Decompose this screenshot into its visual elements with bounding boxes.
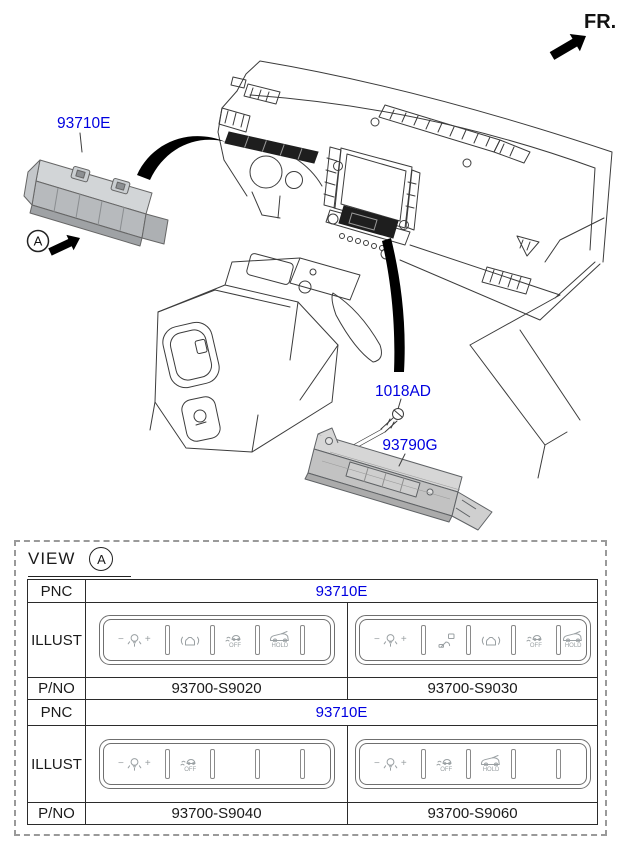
illust-cell (86, 603, 348, 678)
illust-cell (86, 726, 348, 803)
brightness-bulb-icon (127, 757, 142, 772)
esc-off-caption: OFF (529, 642, 542, 649)
blank-switch-button (260, 744, 300, 784)
dimmer-minus: − (118, 758, 124, 769)
hold-caption: HOLD (564, 643, 582, 649)
switch-panel-illustration-s9040 (99, 739, 335, 789)
pnc-value[interactable]: 93710E (86, 700, 598, 726)
view-marker-letter: A (97, 551, 106, 567)
blank-switch-button (215, 744, 255, 784)
view-panel (14, 540, 607, 836)
hold-caption: HOLD (482, 767, 500, 773)
dimmer-switch-button (104, 744, 166, 784)
pnc-value[interactable]: 93710E (86, 580, 598, 603)
blank-switch-button (516, 744, 556, 784)
dimmer-plus: + (400, 634, 407, 645)
dimmer-minus: − (374, 634, 380, 645)
illust-row-label: ILLUST (28, 726, 86, 803)
dimmer-switch-button (104, 620, 166, 660)
fuel-nozzle-icon (438, 633, 455, 648)
view-header (28, 547, 131, 577)
part-93790g-label[interactable]: 93790G (382, 437, 438, 454)
esc-off-icon (180, 756, 200, 766)
tailgate-hold-switch-button (260, 620, 300, 660)
tailgate-open-icon (479, 755, 503, 766)
fr-direction-arrow (550, 11, 617, 60)
switch-mount-location-left (225, 132, 318, 163)
view-a-marker (28, 231, 81, 256)
esc-off-caption: OFF (229, 642, 242, 649)
dimmer-plus: + (400, 758, 407, 769)
switch-panel-illustration-s9020 (99, 615, 335, 665)
tailgate-hold-switch-button (471, 744, 511, 784)
pnc-row-label: PNC (28, 580, 86, 603)
pno-row-label: P/NO (28, 803, 86, 825)
parking-sensor-switch-button (170, 620, 210, 660)
esc-off-caption: OFF (184, 766, 197, 773)
esc-off-switch-button (516, 620, 556, 660)
dashboard-line-art (150, 61, 612, 478)
blank-switch-button (305, 744, 330, 784)
pno-value: 93700-S9060 (348, 803, 598, 825)
dimmer-plus: + (144, 634, 151, 645)
view-a-arrow (48, 235, 80, 256)
tailgate-open-icon (268, 631, 292, 642)
parts-table (27, 579, 598, 825)
esc-off-icon (436, 756, 456, 766)
pno-value: 93700-S9030 (348, 678, 598, 700)
curved-arrow-to-dash (137, 136, 226, 180)
dimmer-minus: − (118, 634, 124, 645)
esc-off-switch-button (426, 744, 466, 784)
esc-off-switch-button (170, 744, 210, 784)
esc-off-switch-button (215, 620, 255, 660)
pno-value: 93700-S9040 (86, 803, 348, 825)
pno-value: 93700-S9020 (86, 678, 348, 700)
esc-off-icon (526, 632, 546, 642)
fr-label: FR. (584, 11, 617, 33)
dimmer-plus: + (144, 758, 151, 769)
part-93710e-label[interactable]: 93710E (57, 115, 111, 132)
brightness-bulb-icon (383, 757, 398, 772)
blank-switch-button (561, 744, 586, 784)
hold-caption: HOLD (271, 643, 289, 649)
switch-panel-illustration-s9060 (355, 739, 591, 789)
illust-row-label: ILLUST (28, 603, 86, 678)
esc-off-icon (225, 632, 245, 642)
car-parking-sensor-icon (478, 633, 504, 648)
switch-mount-location-center (339, 206, 398, 238)
pnc-row-label: PNC (28, 700, 86, 726)
tailgate-open-icon (561, 631, 585, 642)
leader-line-93710e (80, 133, 82, 152)
fuel-door-switch-button (426, 620, 466, 660)
screw-1018ad-label[interactable]: 1018AD (374, 383, 432, 400)
pno-row-label: P/NO (28, 678, 86, 700)
view-marker-circle (89, 547, 113, 571)
illust-cell (348, 603, 598, 678)
esc-off-caption: OFF (440, 766, 453, 773)
dimmer-switch-button (360, 744, 422, 784)
brightness-bulb-icon (127, 633, 142, 648)
tailgate-hold-switch-button (561, 620, 586, 660)
curved-arrow-to-part (382, 238, 405, 372)
car-parking-sensor-icon (177, 633, 203, 648)
illust-cell (348, 726, 598, 803)
dimmer-switch-button (360, 620, 422, 660)
blank-switch-button (305, 620, 330, 660)
brightness-bulb-icon (383, 633, 398, 648)
parking-sensor-switch-button (471, 620, 511, 660)
view-a-letter: A (33, 233, 43, 249)
dimmer-minus: − (374, 758, 380, 769)
view-title: VIEW (28, 549, 76, 568)
switch-panel-illustration-s9030 (355, 615, 591, 665)
